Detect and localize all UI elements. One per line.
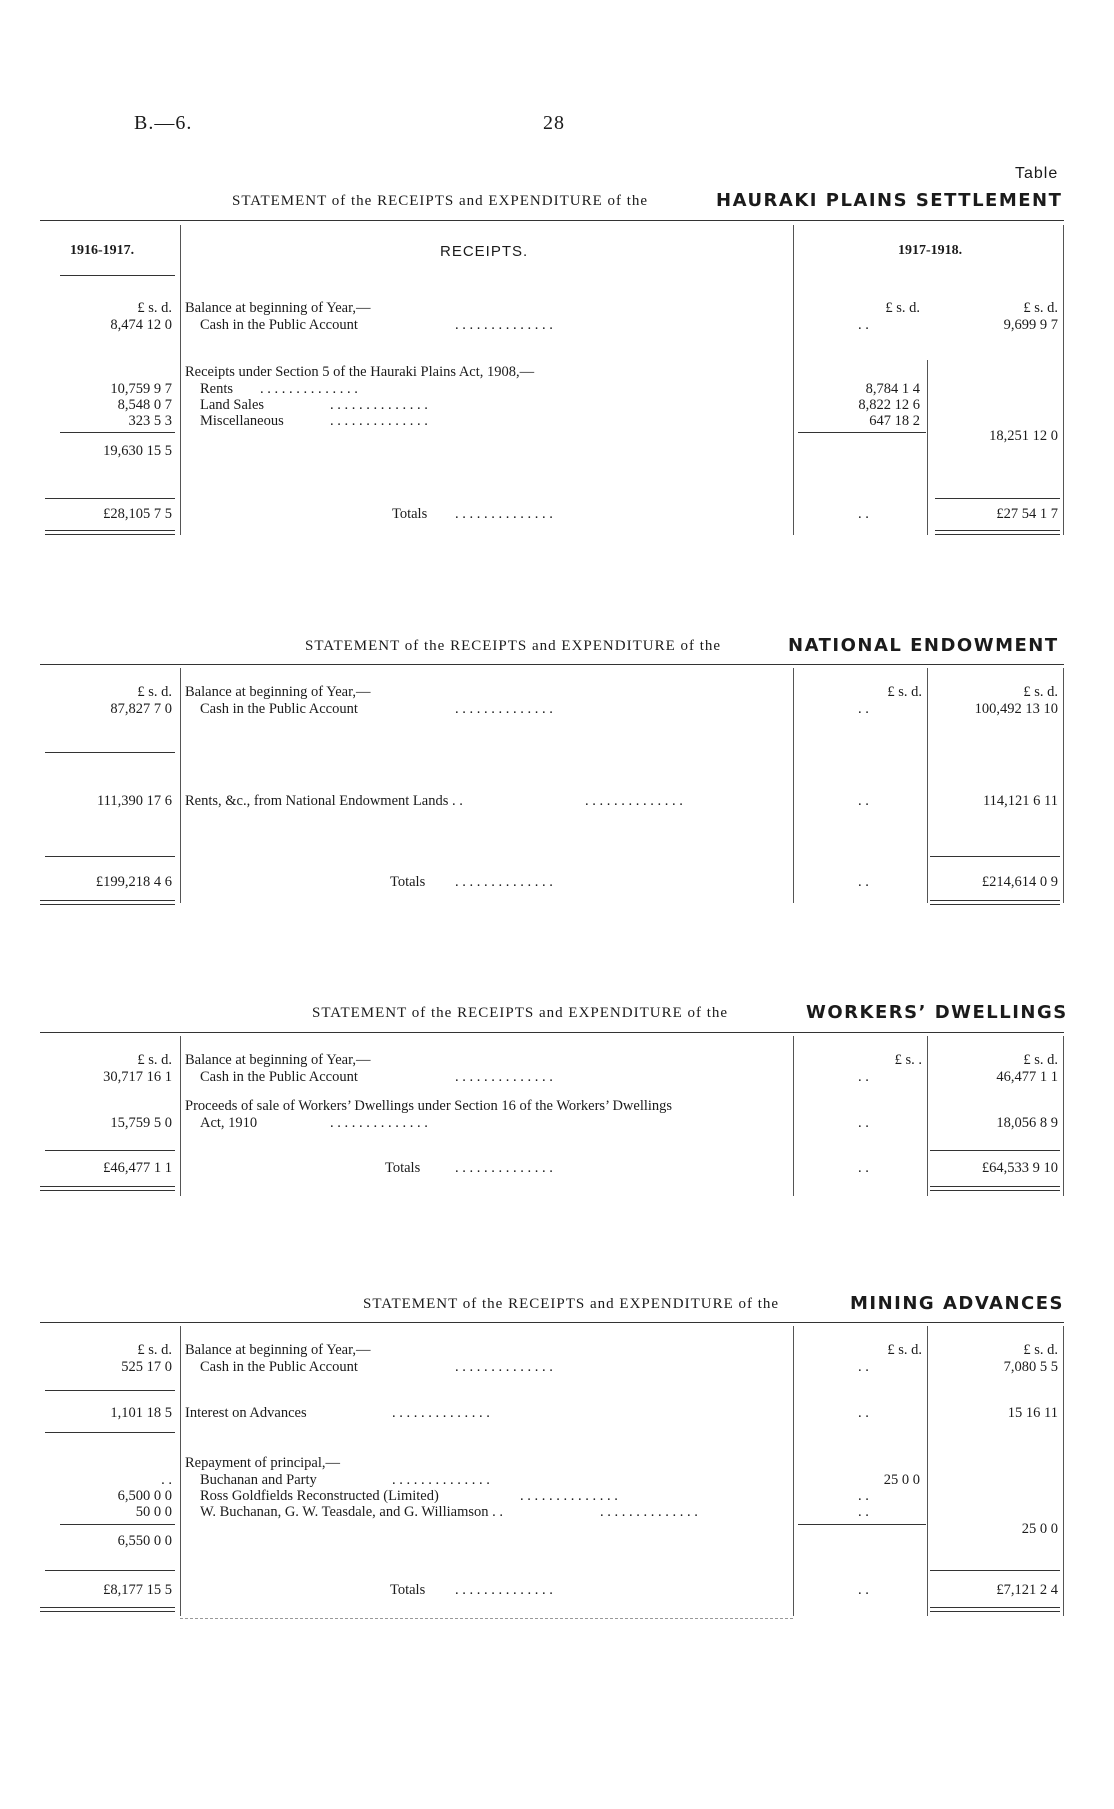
- leader-dots: . . . . . . . . . . . . . .: [455, 701, 553, 717]
- cash-label: Cash in the Public Account: [200, 1359, 358, 1375]
- leader-dots: . .: [858, 793, 869, 809]
- leader-dots: . .: [858, 1582, 869, 1598]
- prev-balance-value: 8,474 12 0: [110, 317, 172, 333]
- row-mid-ross-goldfields: . .: [858, 1488, 869, 1504]
- leader-dots: . . . . . . . . . . . . . .: [600, 1504, 698, 1520]
- units-cur: £ s. d.: [1023, 1342, 1058, 1358]
- prev-total: £46,477 1 1: [103, 1160, 172, 1176]
- prev-subtotal: 6,550 0 0: [117, 1533, 172, 1549]
- row-prev-land-sales: 8,548 0 7: [117, 397, 172, 413]
- units-cur: £ s. d.: [1023, 300, 1058, 316]
- totals-label: Totals: [390, 874, 426, 890]
- proceeds-label-cont: Act, 1910: [200, 1115, 258, 1131]
- leader-dots: . . . . . . . . . . . . . .: [455, 874, 553, 890]
- statement-caption: STATEMENT of the RECEIPTS and EXPENDITURE of the: [363, 1296, 780, 1312]
- units-header: £ s. d.: [137, 1342, 172, 1358]
- rents-cur: 114,121 6 11: [982, 793, 1058, 809]
- leader-dots: . .: [858, 701, 869, 717]
- repay-label: Repayment of principal,—: [185, 1455, 341, 1471]
- leader-dots: . . . . . . . . . . . . . .: [455, 1582, 553, 1598]
- prev-total: £28,105 7 5: [103, 506, 172, 522]
- row-mid-buchanan-teasdale-williamson: . .: [858, 1504, 869, 1520]
- column-header-1916-1917: 1916-1917.: [70, 243, 135, 258]
- cur-total: £7,121 2 4: [996, 1582, 1058, 1598]
- row-mid-miscellaneous: 647 18 2: [869, 413, 920, 429]
- proceeds-prev: 15,759 5 0: [110, 1115, 172, 1131]
- row-label-miscellaneous: Miscellaneous: [200, 413, 284, 429]
- section-label: Receipts under Section 5 of the Hauraki Plains Act, 1908,—: [185, 364, 535, 380]
- cash-label: Cash in the Public Account: [200, 317, 358, 333]
- row-prev-miscellaneous: 323 5 3: [128, 413, 172, 429]
- proceeds-label: Proceeds of sale of Workers’ Dwellings under Section 16 of the Workers’ Dwellings: [185, 1098, 673, 1114]
- row-mid-buchanan-party: 25 0 0: [883, 1472, 920, 1488]
- statement-caption: STATEMENT of the RECEIPTS and EXPENDITURE of the: [305, 638, 722, 654]
- leader-dots: . . . . . . . . . . . . . .: [455, 506, 553, 522]
- units-cur: £ s. d.: [1023, 1052, 1058, 1068]
- proceeds-cur: 18,056 8 9: [996, 1115, 1058, 1131]
- rents-prev: 111,390 17 6: [96, 793, 172, 809]
- statement-title: MINING ADVANCES: [850, 1293, 1065, 1314]
- leader-dots: . . . . . . . . . . . . . .: [392, 1472, 490, 1488]
- row-mid-land-sales: 8,822 12 6: [858, 397, 920, 413]
- column-header-receipts: RECEIPTS.: [440, 243, 529, 260]
- balance-label: Balance at beginning of Year,—: [185, 1342, 371, 1358]
- leader-dots: . . . . . . . . . . . . . .: [455, 1069, 553, 1085]
- units-cur: £ s. d.: [1023, 684, 1058, 700]
- statement-title: NATIONAL ENDOWMENT: [788, 635, 1059, 656]
- totals-label: Totals: [385, 1160, 421, 1176]
- leader-dots: . .: [858, 1405, 869, 1421]
- leader-dots: . . . . . . . . . . . . . .: [455, 317, 553, 333]
- row-prev-ross-goldfields: 6,500 0 0: [117, 1488, 172, 1504]
- row-label-rents: Rents: [200, 381, 234, 397]
- interest-cur: 15 16 11: [1007, 1405, 1058, 1421]
- row-label-ross-goldfields: Ross Goldfields Reconstructed (Limited): [200, 1488, 439, 1504]
- cur-total: £27 54 1 7: [996, 506, 1058, 522]
- balance-label: Balance at beginning of Year,—: [185, 1052, 371, 1068]
- units-mid: £ s. .: [894, 1052, 922, 1068]
- cash-label: Cash in the Public Account: [200, 1069, 358, 1085]
- leader-dots: . .: [858, 317, 869, 333]
- leader-dots: . . . . . . . . . . . . . .: [392, 1405, 490, 1421]
- cur-balance-value: 46,477 1 1: [996, 1069, 1058, 1085]
- leader-dots: . .: [858, 1115, 869, 1131]
- interest-prev: 1,101 18 5: [110, 1405, 172, 1421]
- leader-dots: . . . . . . . . . . . . . .: [520, 1488, 618, 1504]
- column-header-1917-1918: 1917-1918.: [898, 243, 963, 258]
- leader-dots: . .: [858, 1069, 869, 1085]
- statement-title: WORKERS’ DWELLINGS: [806, 1002, 1068, 1023]
- row-label-buchanan-teasdale-williamson: W. Buchanan, G. W. Teasdale, and G. Williamson . .: [200, 1504, 503, 1520]
- row-label-land-sales: Land Sales: [200, 397, 265, 413]
- units-mid: £ s. d.: [887, 684, 922, 700]
- balance-label: Balance at beginning of Year,—: [185, 684, 371, 700]
- balance-label: Balance at beginning of Year,—: [185, 300, 371, 316]
- cur-subtotal: 25 0 0: [1021, 1521, 1058, 1537]
- units-header: £ s. d.: [137, 684, 172, 700]
- units-mid: £ s. d.: [885, 300, 920, 316]
- row-label-buchanan-party: Buchanan and Party: [200, 1472, 317, 1488]
- leader-dots: . .: [858, 874, 869, 890]
- leader-dots: . . . . . . . . . . . . . .: [330, 397, 428, 413]
- totals-label: Totals: [392, 506, 428, 522]
- units-header: £ s. d.: [137, 1052, 172, 1068]
- page-number: 28: [543, 112, 565, 134]
- leader-dots: . . . . . . . . . . . . . .: [455, 1359, 553, 1375]
- rents-label: Rents, &c., from National Endowment Lands . .: [185, 793, 463, 809]
- cur-subtotal: 18,251 12 0: [989, 428, 1058, 444]
- leader-dots: . . . . . . . . . . . . . .: [585, 793, 683, 809]
- statement-caption: STATEMENT of the RECEIPTS and EXPENDITURE of the: [232, 193, 649, 209]
- cur-balance-value: 9,699 9 7: [1003, 317, 1058, 333]
- leader-dots: . .: [858, 1359, 869, 1375]
- leader-dots: . . . . . . . . . . . . . .: [455, 1160, 553, 1176]
- row-mid-rents: 8,784 1 4: [865, 381, 920, 397]
- leader-dots: . .: [858, 506, 869, 522]
- prev-balance-value: 525 17 0: [121, 1359, 172, 1375]
- totals-label: Totals: [390, 1582, 426, 1598]
- row-prev-rents: 10,759 9 7: [110, 381, 172, 397]
- prev-total: £8,177 15 5: [103, 1582, 172, 1598]
- interest-label: Interest on Advances: [185, 1405, 307, 1421]
- cur-balance-value: 100,492 13 10: [974, 701, 1058, 717]
- leader-dots: . . . . . . . . . . . . . .: [330, 1115, 428, 1131]
- leader-dots: . . . . . . . . . . . . . .: [260, 381, 358, 397]
- cur-total: £64,533 9 10: [981, 1160, 1058, 1176]
- page-reference: B.—6.: [134, 112, 193, 134]
- row-prev-buchanan-party: . .: [161, 1472, 172, 1488]
- statement-caption: STATEMENT of the RECEIPTS and EXPENDITURE of the: [312, 1005, 729, 1021]
- cash-label: Cash in the Public Account: [200, 701, 358, 717]
- leader-dots: . .: [858, 1160, 869, 1176]
- leader-dots: . . . . . . . . . . . . . .: [330, 413, 428, 429]
- statement-title: HAURAKI PLAINS SETTLEMENT: [716, 190, 1063, 211]
- cur-total: £214,614 0 9: [981, 874, 1058, 890]
- prev-subtotal: 19,630 15 5: [103, 443, 172, 459]
- prev-balance-value: 87,827 7 0: [110, 701, 172, 717]
- cur-balance-value: 7,080 5 5: [1003, 1359, 1058, 1375]
- table-label: Table: [1015, 165, 1059, 182]
- units-header: £ s. d.: [137, 300, 172, 316]
- units-mid: £ s. d.: [887, 1342, 922, 1358]
- prev-balance-value: 30,717 16 1: [103, 1069, 172, 1085]
- prev-total: £199,218 4 6: [95, 874, 172, 890]
- row-prev-buchanan-teasdale-williamson: 50 0 0: [135, 1504, 172, 1520]
